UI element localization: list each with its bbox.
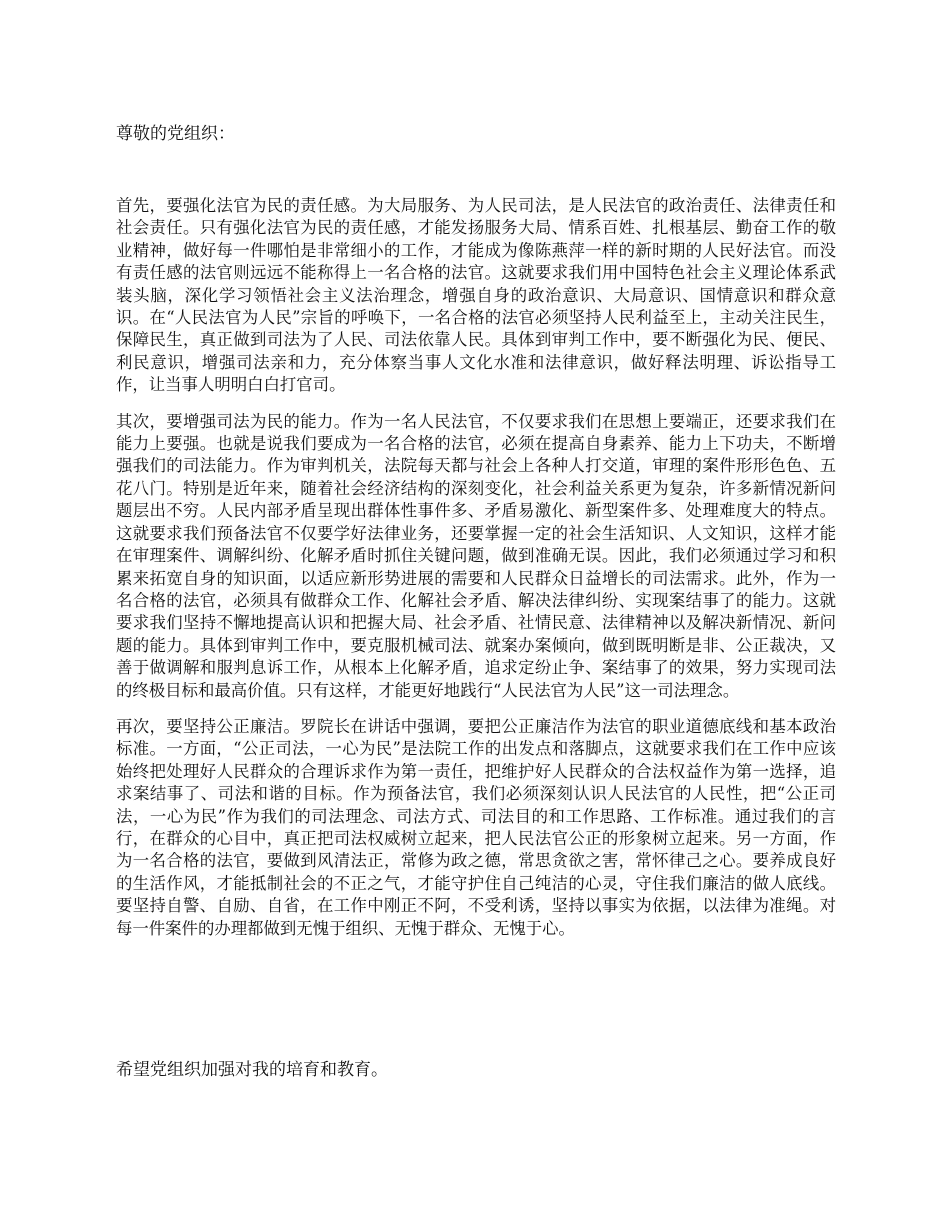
salutation: 尊敬的党组织：: [116, 124, 235, 144]
closing-line: 希望党组织加强对我的培育和教育。: [116, 1060, 388, 1080]
paragraph-ability: 其次，要增强司法为民的能力。作为一名人民法官，不仅要求我们在思想上要端正，还要求我们在能力上要强。也就是说我们要成为一名合格的法官，必须在提高自身素养、能力上下功夫，不断增强我们的司法能力。作为审判机关，法院每天都与社会上各种人打交道，审理的案件形形色色、五花八门。特别是近年来，随着社会经济结构的深刻变化，社会利益关系更为复杂，许多新情况新问题层出不穷。人民内部矛盾呈现出群体性事件多、矛盾易激化、新型案件多、处理难度大的特点。这就要求我们预备法官不仅要学好法律业务，还要掌握一定的社会生活知识、人文知识，这样才能在审理案件、调解纠纷、化解矛盾时抓住关键问题，做到准确无误。因此，我们必须通过学习和积累来拓宽自身的知识面，以适应新形势进展的需要和人民群众日益增长的司法需求。此外，作为一名合格的法官，必须具有做群众工作、化解社会矛盾、解决法律纠纷、实现案结事了的能力。这就要求我们坚持不懈地提高认识和把握大局、社会矛盾、社情民意、法律精神以及解决新情况、新问题的能力。具体到审判工作中，要克服机械司法、就案办案倾向，做到既明断是非、公正裁决，又善于做调解和服判息诉工作，从根本上化解矛盾，追求定纷止争、案结事了的效果，努力实现司法的终极目标和最高价值。只有这样，才能更好地践行“人民法官为人民”这一司法理念。: [116, 411, 836, 700]
letter-body: [116, 195, 836, 954]
paragraph-integrity: 再次，要坚持公正廉洁。罗院长在讲话中强调，要把公正廉洁作为法官的职业道德底线和基本政治标准。一方面，“公正司法，一心为民”是法院工作的出发点和落脚点，这就要求我们在工作中应该始终把处理好人民群众的合理诉求作为第一责任，把维护好人民群众的合法权益作为第一选择，追求案结事了、司法和谐的目标。作为预备法官，我们必须深刻认识人民法官的人民性，把“公正司法，一心为民”作为我们的司法理念、司法方式、司法目的和工作思路、工作标准。通过我们的言行，在群众的心目中，真正把司法权威树立起来，把人民法官公正的形象树立起来。另一方面，作为一名合格的法官，要做到风清法正，常修为政之德，常思贪欲之害，常怀律己之心。要养成良好的生活作风，才能抵制社会的不正之气，才能守护住自己纯洁的心灵，守住我们廉洁的做人底线。要坚持自警、自励、自省，在工作中刚正不阿，不受利诱，坚持以事实为依据，以法律为准绳。对每一件案件的办理都做到无愧于组织、无愧于群众、无愧于心。: [116, 716, 836, 938]
paragraph-responsibility: 首先，要强化法官为民的责任感。为大局服务、为人民司法，是人民法官的政治责任、法律责任和社会责任。只有强化法官为民的责任感，才能发扬服务大局、情系百姓、扎根基层、勤奋工作的敬业精神，做好每一件哪怕是非常细小的工作，才能成为像陈燕萍一样的新时期的人民好法官。而没有责任感的法官则远远不能称得上一名合格的法官。这就要求我们用中国特色社会主义理论体系武装头脑，深化学习领悟社会主义法治理念，增强自身的政治意识、大局意识、国情意识和群众意识。在“人民法官为人民”宗旨的呼唤下，一名合格的法官必须坚持人民利益至上，主动关注民生，保障民生，真正做到司法为了人民、司法依靠人民。具体到审判工作中，要不断强化为民、便民、利民意识，增强司法亲和力，充分体察当事人文化水准和法律意识，做好释法明理、诉讼指导工作，让当事人明明白白打官司。: [116, 196, 836, 395]
